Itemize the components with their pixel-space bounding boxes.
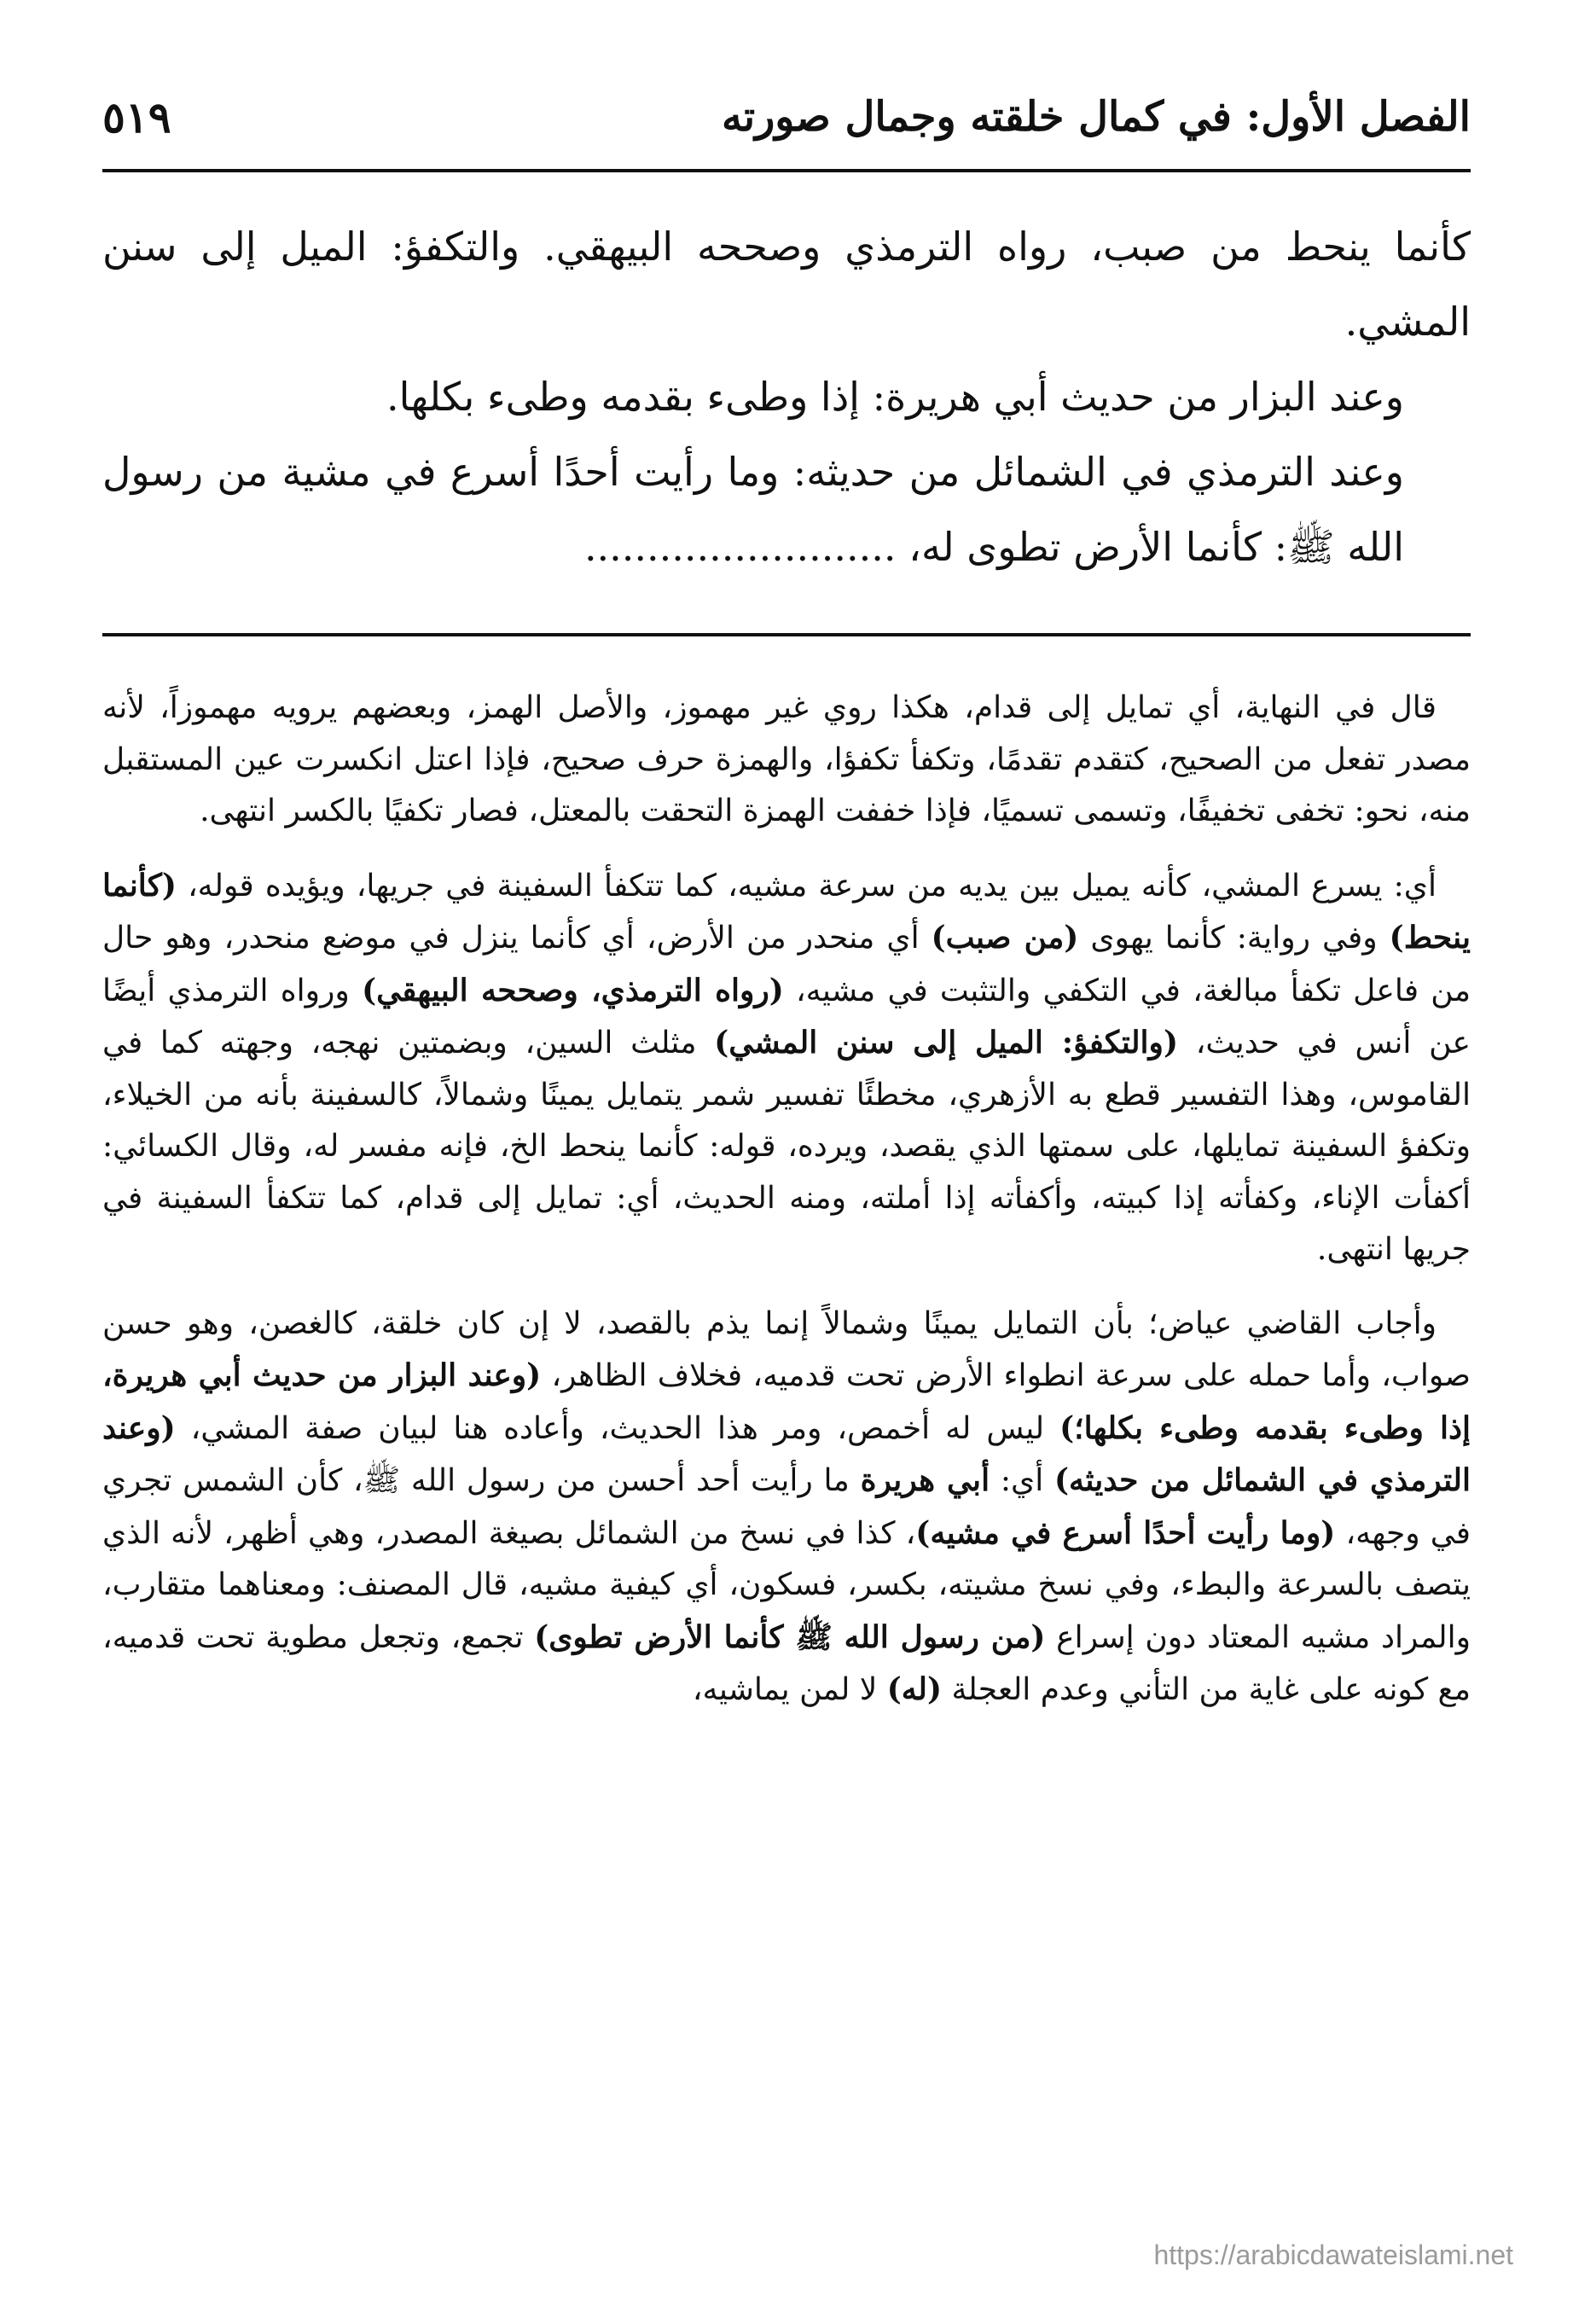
commentary-text: وفي رواية: كأنما يهوى — [1078, 921, 1390, 956]
commentary-paragraph — [102, 860, 1471, 1276]
quoted-text: (وعند البزار من حديث أبي هريرة، إذا وطىء بقدمه وطىء بكلها؛) — [102, 1357, 1471, 1446]
quoted-text: (رواه الترمذي، وصححه البيهقي) — [362, 972, 784, 1008]
chapter-title: الفصل الأول: في كمال خلقته وجمال صورته — [721, 93, 1471, 141]
main-text-paragraph: كأنما ينحط من صبب، رواه الترمذي وصححه البيهقي. والتكفؤ: الميل إلى سنن المشي. — [102, 224, 1471, 345]
commentary-text: أي: يسرع المشي، كأنه يميل بين يديه من سرعة مشيه، كما تتكفأ السفينة في جريها، ويؤيده قوله، — [176, 868, 1437, 903]
quoted-text: (وعند الترمذي في الشمائل من حديثه) — [102, 1409, 1471, 1498]
commentary-text: ما رأيت أحد أحسن من رسول الله ﷺ، كأن الشمس تجري في وجهه، — [102, 1463, 1471, 1551]
main-text-paragraph: وعند البزار من حديث أبي هريرة: إذا وطىء بقدمه وطىء بكلها. — [386, 374, 1404, 420]
commentary-paragraph: قال في النهاية، أي تمايل إلى قدام، هكذا روي غير مهموز، والأصل الهمز، وبعضهم يرويه مهموزاً، لأنه مصدر تفعل من الصحيح، كتقدم تقدمًا، وتكفأ تكفؤا، والهمزة حرف صحيح، فإذا اعتل انكسرت عين المستقبل منه، نحو: تخفى تخفيفًا، وتسمى تسميًا، فإذا خففت الهمزة التحقت بالمعتل، فصار تكفيًا بالكسر انتهى. — [102, 690, 1471, 828]
header-divider — [102, 169, 1471, 172]
main-text-paragraph — [102, 434, 1471, 584]
quoted-text: (وما رأيت أحدًا أسرع في مشيه) — [915, 1514, 1336, 1551]
quoted-text: (كأنما ينحط) — [102, 867, 1471, 956]
commentary-text: ، كذا في نسخ من الشمائل بصيغة المصدر، وهي أظهر، لأنه الذي يتصف بالسرعة والبطء، وفي نسخ مشيته، بكسر، فسكون، أي كيفية مشيه، قال المصنف: ومعناهما متقارب، والمراد مشيه المعتاد دون إسراع — [102, 1515, 1471, 1655]
ellipsis-dots: ......................... — [583, 524, 897, 570]
commentary-text: لا لمن يماشيه، — [692, 1672, 887, 1707]
commentary-divider — [102, 633, 1471, 636]
commentary-text: تجمع، وتجعل مطوية تحت قدميه، مع كونه على غاية من التأني وعدم العجلة — [102, 1619, 1471, 1707]
quoted-text: (من رسول الله ﷺ كأنما الأرض تطوى) — [534, 1618, 1046, 1655]
quoted-text: (والتكفؤ: الميل إلى سنن المشي) — [714, 1025, 1178, 1060]
commentary — [102, 683, 1471, 1739]
main-text — [102, 209, 1471, 584]
source-watermark: https://arabicdawateislami.net — [1153, 2240, 1513, 2270]
commentary-text: ليس له أخمص، ومر هذا الحديث، وأعاده هنا لبيان صفة المشي، — [175, 1410, 1060, 1446]
commentary-text: أي: — [990, 1463, 1054, 1498]
commentary-paragraph — [102, 1299, 1471, 1717]
commentary-text: أي منحدر من الأرض، أي كأنما ينزل في موضع منحدر، وهو حال من فاعل تكفأ مبالغة، في التكفي والتثبت في مشيه، — [102, 921, 1471, 1008]
page-number: ٥١٩ — [102, 91, 171, 142]
commentary-text: مثلث السين، وبضمتين نهجه، وجهته كما في القاموس، وهذا التفسير قطع به الأزهري، مخطئًا تفسير شمر يتمايل يمينًا وشمالاً، كالسفينة بأنه من الخيلاء، وتكفؤ السفينة تمايلها، على سمتها الذي يقصد، ويرده، قوله: كأنما ينحط الخ، فإنه مفسر له، وقال الكسائي: أكفأت الإناء، وكفأته إذا كبيته، وأكفأته إذا أملته، ومنه الحديث، أي: تمايل إلى قدام، كما تتكفأ السفينة في جريها انتهى. — [102, 1025, 1471, 1267]
quoted-text: (من صبب) — [931, 920, 1079, 956]
commentary-text: ورواه الترمذي أيضًا عن أنس في حديث، — [102, 973, 1471, 1060]
running-header — [102, 78, 1471, 155]
commentary-text: وأجاب القاضي عياض؛ بأن التمايل يمينًا وشمالاً إنما يذم بالقصد، لا إن كان خلقة، كالغصن، وهو حسن صواب، وأما حمله على سرعة انطواء الأرض تحت قدميه، فخلاف الظاهر، — [102, 1305, 1471, 1393]
quoted-text: أبي هريرة — [860, 1462, 990, 1498]
quoted-text: (له) — [886, 1671, 943, 1707]
main-text-sentence: وعند الترمذي في الشمائل من حديثه: وما رأيت أحدًا أسرع في مشية من رسول الله ﷺ: كأنما الأرض تطوى له، — [102, 449, 1404, 570]
